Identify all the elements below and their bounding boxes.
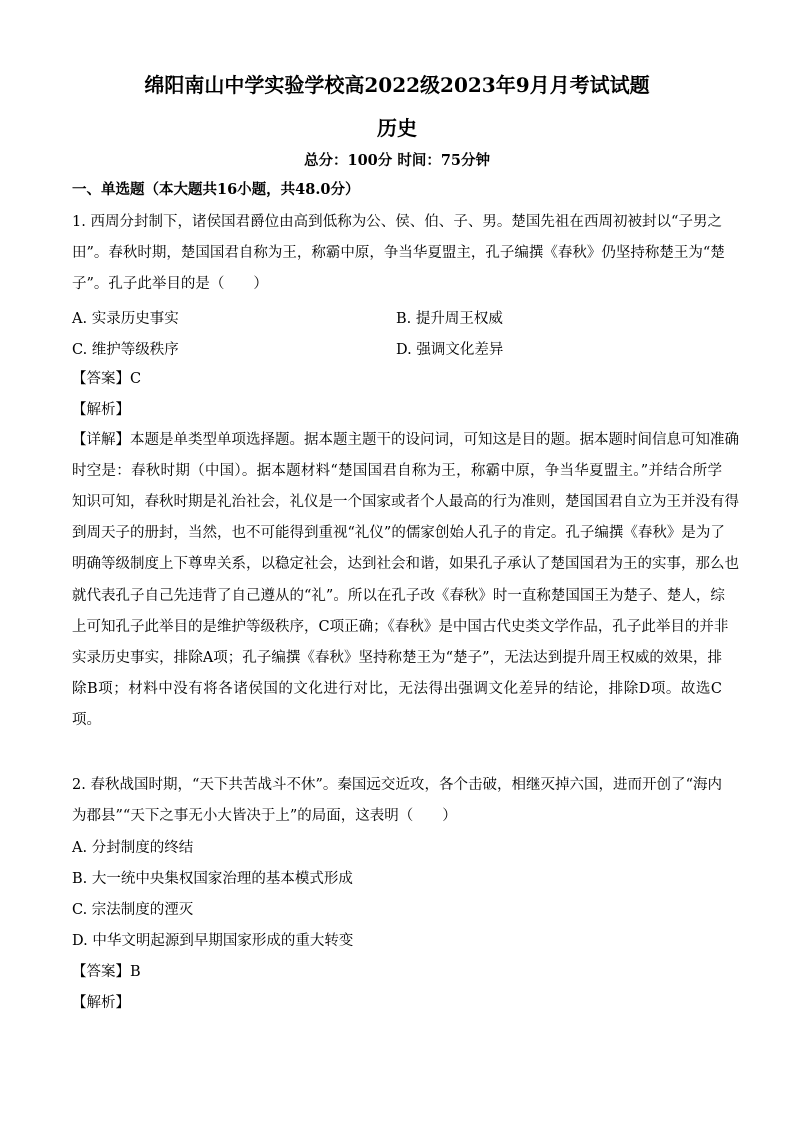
q1-option-c: C. 维护等级秩序 — [72, 342, 179, 358]
q1-option-a: A. 实录历史事实 — [72, 311, 179, 327]
q2-stem-line: 2. 春秋战国时期，“天下共苦战斗不休”。秦国远交近攻，各个击破，相继灭掉六国，进而开创了“海内 — [72, 777, 722, 793]
q1-stem-line: 1. 西周分封制下，诸侯国君爵位由高到低称为公、侯、伯、子、男。楚国先祖在西周初被封以“子男之 — [72, 214, 722, 230]
q1-option-d: D. 强调文化差异 — [396, 342, 504, 358]
q1-answer: 【答案】C — [72, 371, 142, 387]
q1-detail-line: 就代表孔子自己先违背了自己遵从的“礼”。所以在孔子改《春秋》时一直称楚国国王为楚子、楚人，综 — [72, 588, 725, 604]
section-heading: 一、单选题（本大题共16小题，共48.0分） — [72, 181, 360, 198]
q1-detail-line: 时空是：春秋时期（中国）。据本题材料“楚国国君自称为王，称霸中原，争当华夏盟主。”并结合所学 — [72, 463, 722, 479]
q1-detail-line: 明确等级制度上下尊卑关系，以稳定社会，达到社会和谐，如果孔子承认了楚国国君为王的实事，那么也 — [72, 556, 739, 572]
q1-option-b: B. 提升周王权威 — [396, 311, 503, 327]
q1-analysis-label: 【解析】 — [72, 402, 130, 418]
q1-detail-line: 实录历史事实，排除A项；孔子编撰《春秋》坚持称楚王为“楚子”，无法达到提升周王权威的效果，排 — [72, 650, 722, 666]
subject-title: 历史 — [377, 116, 417, 140]
exam-meta: 总分：100分 时间：75分钟 — [304, 152, 490, 169]
q1-detail-line: 知识可知，春秋时期是礼治社会，礼仪是一个国家或者个人最高的行为准则，楚国国君自立为王并没有得 — [72, 494, 739, 510]
q2-stem-line: 为郡县”“天下之事无小大皆决于上”的局面，这表明（ ） — [72, 808, 457, 824]
q1-detail-line: 项。 — [72, 712, 101, 728]
q2-option-b: B. 大一统中央集权国家治理的基本模式形成 — [72, 871, 353, 887]
q2-option-a: A. 分封制度的终结 — [72, 840, 194, 856]
q2-answer: 【答案】B — [72, 964, 141, 980]
q1-stem-line: 田”。春秋时期，楚国国君自称为王，称霸中原，争当华夏盟主，孔子编撰《春秋》仍坚持称楚王为“楚 — [72, 245, 725, 261]
q2-analysis-label: 【解析】 — [72, 995, 130, 1011]
q1-detail-line: 上可知孔子此举目的是维护等级秩序，C项正确；《春秋》是中国古代史类文学作品，孔子此举目的并非 — [72, 619, 729, 635]
q1-detail-line: 【详解】本题是单类型单项选择题。据本题主题干的设问词，可知这是目的题。据本题时间信息可知准确 — [72, 432, 739, 448]
exam-title: 绵阳南山中学实验学校高2022级2023年9月月考试试题 — [144, 73, 650, 97]
q1-detail-line: 除B项；材料中没有将各诸侯国的文化进行对比，无法得出强调文化差异的结论，排除D项。故选C — [72, 681, 722, 697]
q1-detail-line: 到周天子的册封，当然，也不可能得到重视“礼仪”的儒家创始人孔子的肯定。孔子编撰《春秋》是为了 — [72, 525, 725, 541]
q2-option-c: C. 宗法制度的湮灭 — [72, 902, 194, 918]
q2-option-d: D. 中华文明起源到早期国家形成的重大转变 — [72, 933, 354, 949]
q1-stem-line: 子”。孔子此举目的是（ ） — [72, 276, 268, 292]
